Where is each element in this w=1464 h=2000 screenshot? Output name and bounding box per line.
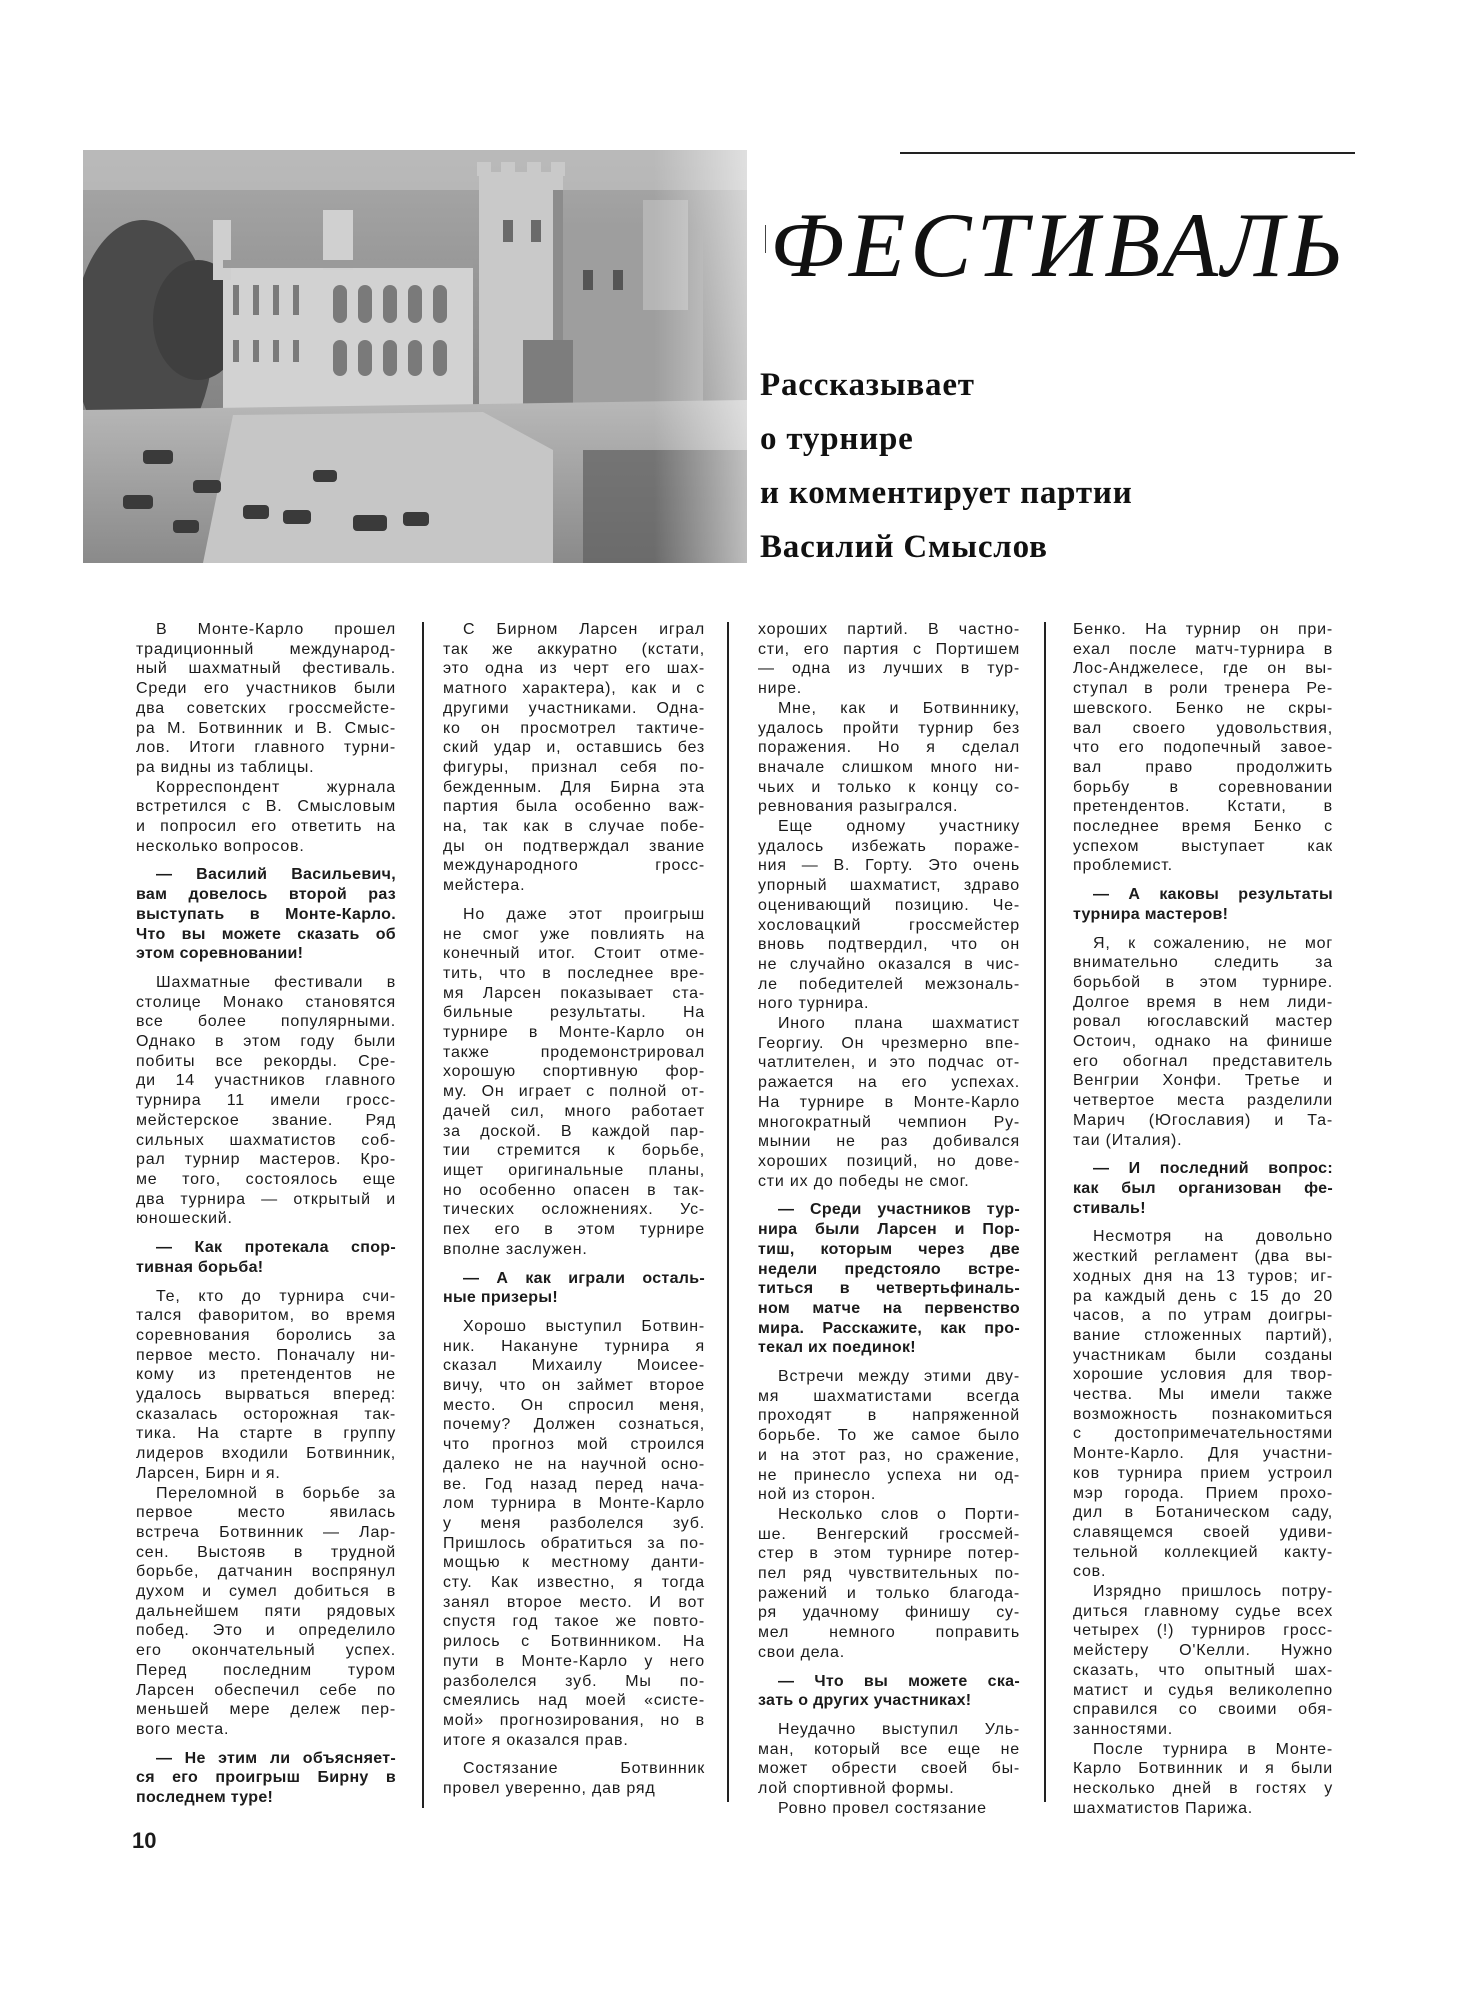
text-line: шевского. Бенко не скры- <box>1073 699 1333 717</box>
title-tick-mark <box>765 225 766 253</box>
interview-question <box>136 865 396 964</box>
text-line: занял второе место. И вот <box>443 1593 705 1611</box>
text-line: мэр города. Прием прохо- <box>1073 1484 1333 1502</box>
photo-image <box>83 150 747 563</box>
text-line: — Среди участников тур- <box>778 1201 1020 1219</box>
text-line: — Как протекала спор- <box>156 1239 396 1257</box>
text-line: партия была особенно важ- <box>443 798 705 816</box>
interview-question <box>758 1672 1020 1711</box>
text-line: С Бирном Ларсен играл <box>463 621 705 638</box>
text-line: — Василий Васильевич, <box>156 866 396 884</box>
paragraph <box>758 1799 1020 1819</box>
text-line: мя Ларсен показывает ста- <box>443 984 705 1002</box>
text-line: Хорошо выступил Ботвин- <box>463 1317 705 1335</box>
text-line: меньшей мере дележ пер- <box>136 1701 396 1719</box>
text-line: Лос-Анджелесе, где он вы- <box>1073 660 1333 678</box>
text-line: Изрядно пришлось потру- <box>1093 1583 1333 1601</box>
text-line: ды он подтверждал звание <box>443 837 705 855</box>
text-line: ский удар и, оставшись без <box>443 739 705 757</box>
text-line: Те, кто до турнира счи- <box>156 1287 396 1305</box>
text-line: бежденным. Для Бирна эта <box>443 778 705 796</box>
paragraph <box>443 620 705 896</box>
text-line: турнира 11 имели гросс- <box>136 1092 396 1110</box>
text-line: почему? Должен сознаться, <box>443 1416 705 1434</box>
text-line: проходят в напряженной <box>758 1407 1020 1425</box>
text-line: ехал после матч-турнира в <box>1073 640 1333 658</box>
text-line: международного гросс- <box>443 857 705 875</box>
text-line: турнира мастеров! <box>1073 905 1229 923</box>
text-column-3 <box>758 620 1020 1818</box>
text-line: свои дела. <box>758 1643 845 1661</box>
text-line: юношеский. <box>136 1210 233 1228</box>
text-line: Остоич, однако на финише <box>1073 1033 1333 1051</box>
text-line: поражения. Но я сделал <box>758 739 1020 757</box>
text-line: ве. Год назад перед нача- <box>443 1475 705 1493</box>
text-line: смеялись над моей «систе- <box>443 1692 705 1710</box>
paragraph <box>443 1759 705 1798</box>
text-line: сказал Михаилу Моисее- <box>443 1357 705 1375</box>
text-line: ном матче на первенство <box>758 1299 1020 1317</box>
text-line: вал своего удовольствия, <box>1073 719 1333 737</box>
subtitle-line: и комментирует партии <box>760 475 1133 511</box>
text-line: титься в четвертьфиналь- <box>758 1280 1020 1298</box>
text-column-2 <box>443 620 705 1799</box>
text-line: другими участниками. Одна- <box>443 699 705 717</box>
subtitle-line: Василий Смыслов <box>760 529 1048 565</box>
text-line: Ларсен обеспечил себе по <box>136 1681 396 1699</box>
text-line: борьбе. То же самое было <box>758 1427 1020 1445</box>
text-line: На турнире в Монте-Карло <box>758 1093 1020 1111</box>
column-rule <box>727 622 729 1802</box>
text-line: конечный итог. Стоит отме- <box>443 945 705 963</box>
text-line: пути в Монте-Карло у него <box>443 1652 705 1670</box>
text-line: мира. Расскажите, как про- <box>758 1319 1020 1337</box>
text-line: сти, его партия с Портишем <box>758 640 1020 658</box>
text-line: ше. Венгерский гроссмей- <box>758 1525 1020 1543</box>
text-line: традиционный международ- <box>136 640 396 658</box>
text-line: вполне заслужен. <box>443 1240 588 1258</box>
text-line: Монте-Карло. Для участни- <box>1073 1445 1333 1463</box>
text-line: Корреспондент журнала <box>156 778 396 796</box>
text-line: Еще одному участнику <box>778 818 1020 836</box>
text-line: этом соревновании! <box>136 945 304 963</box>
paragraph <box>1073 934 1333 1151</box>
monte-carlo-palace-photo <box>83 150 747 563</box>
paragraph <box>758 1367 1020 1505</box>
text-line: многократный чемпион Ру- <box>758 1113 1020 1131</box>
text-line: мой» прогнозирования, но в <box>443 1711 705 1729</box>
paragraph <box>1073 1582 1333 1740</box>
text-line: текал их поединок! <box>758 1339 916 1357</box>
text-line: тика. На старте в группу <box>136 1425 396 1443</box>
text-column-4 <box>1073 620 1333 1818</box>
text-line: борьбу в соревновании <box>1073 778 1333 796</box>
text-line: мынии не раз добивался <box>758 1133 1020 1151</box>
text-line: Но даже этот проигрыш <box>463 905 705 923</box>
text-line: вичу, что он займет второе <box>443 1377 705 1395</box>
text-line: В Монте-Карло прошел <box>156 621 396 638</box>
text-line: ходных дня на 13 туров; иг- <box>1073 1267 1333 1285</box>
text-line: бильные результаты. На <box>443 1004 705 1022</box>
text-line: удалось пройти турнир без <box>758 719 1020 737</box>
text-line: вновь подтвердил, что он <box>758 936 1020 954</box>
text-line: и на этот раз, но сражение, <box>758 1446 1020 1464</box>
text-line: Марич (Югославия) и Та- <box>1073 1111 1333 1129</box>
paragraph <box>136 620 396 778</box>
paragraph <box>443 1317 705 1750</box>
text-line: славящемся своей удиви- <box>1073 1523 1333 1541</box>
header-rule <box>900 152 1355 154</box>
text-line: возможность познакомиться <box>1073 1405 1333 1423</box>
text-line: спустя год такое же повто- <box>443 1613 705 1631</box>
text-line: ман, который все еще не <box>758 1740 1020 1758</box>
text-line: чьих и только к концу со- <box>758 778 1020 796</box>
text-line: таи (Италия). <box>1073 1131 1183 1149</box>
text-line: борьбой в этом турнире. <box>1073 973 1333 991</box>
text-line: сказалась осторожная так- <box>136 1405 396 1423</box>
text-line: последнем туре! <box>136 1789 274 1807</box>
article-subtitle <box>760 358 1133 574</box>
text-line: сов. <box>1073 1563 1107 1581</box>
paragraph <box>136 973 396 1229</box>
column-rule <box>422 622 424 1808</box>
text-line: соревнования боролись за <box>136 1326 396 1344</box>
text-line: Переломной в борьбе за <box>156 1484 396 1502</box>
text-line: разболелся зуб. Мы по- <box>443 1672 705 1690</box>
text-line: Несмотря на довольно <box>1093 1228 1333 1246</box>
text-line: последнее время Бенко с <box>1073 818 1333 836</box>
paragraph <box>136 1484 396 1740</box>
text-line: четырех (!) турниров гросс- <box>1073 1622 1333 1640</box>
text-line: побед. Это и определило <box>136 1622 396 1640</box>
text-line: Георгиу. Он чрезмерно впе- <box>758 1034 1020 1052</box>
text-line: участникам были созданы <box>1073 1346 1333 1364</box>
text-line: что прогноз мой строился <box>443 1436 705 1454</box>
text-line: ков турнира прием устроил <box>1073 1464 1333 1482</box>
text-line: После турнира в Монте- <box>1093 1740 1333 1758</box>
text-line: вание стложенных партий), <box>1073 1326 1333 1344</box>
text-line: ищет оригинальные планы, <box>443 1161 705 1179</box>
text-line: сту. Как известно, я тогда <box>443 1574 705 1592</box>
text-line: справился со своими обя- <box>1073 1701 1333 1719</box>
text-line: все более популярными. <box>136 1013 396 1031</box>
text-line: за доской. В каждой пар- <box>443 1122 705 1140</box>
text-line: Встречи между этими дву- <box>778 1368 1020 1386</box>
text-line: хороших позиций, но дове- <box>758 1152 1020 1170</box>
text-line: дальнейшем пяти рядовых <box>136 1602 396 1620</box>
text-line: ме того, состоялось еще <box>136 1170 396 1188</box>
text-line: тических осложнениях. Ус- <box>443 1201 705 1219</box>
text-line: шахматистов Парижа. <box>1073 1799 1254 1817</box>
article-title: ФЕСТИВАЛЬ <box>770 194 1348 296</box>
text-line: место. Он спросил меня, <box>443 1396 705 1414</box>
text-line: удалось избежать пораже- <box>758 837 1020 855</box>
text-line: упорный шахматист, здраво <box>758 877 1020 895</box>
text-line: несколько дней в гостях у <box>1073 1780 1333 1798</box>
text-line: вал право продолжить <box>1073 758 1333 776</box>
paragraph <box>1073 1740 1333 1819</box>
text-line: ра М. Ботвинник и В. Смыс- <box>136 719 396 737</box>
column-rule <box>1044 622 1046 1802</box>
text-line: как был организован фе- <box>1073 1179 1333 1197</box>
text-line: — А как играли осталь- <box>463 1269 705 1287</box>
text-line: несколько вопросов. <box>136 837 305 855</box>
text-line: сти их до победы не смог. <box>758 1172 970 1190</box>
interview-question <box>1073 885 1333 924</box>
text-line: его окончательный успех. <box>136 1642 396 1660</box>
text-line: пех его в этом турнире <box>443 1221 705 1239</box>
text-line: матист и судья великолепно <box>1073 1681 1333 1699</box>
text-line: Мне, как и Ботвиннику, <box>778 699 1020 717</box>
text-line: первое место явилась <box>136 1504 396 1522</box>
text-line: встреча Ботвинник — Лар- <box>136 1523 396 1541</box>
text-line: вого места. <box>136 1720 230 1738</box>
text-line: фигуры, признал себя по- <box>443 758 705 776</box>
text-line: также продемонстрировал <box>443 1043 705 1061</box>
text-line: Ларсен, Бирн и я. <box>136 1464 281 1482</box>
text-line: побиты все рекорды. Сре- <box>136 1052 396 1070</box>
text-line: ря удачному финишу су- <box>758 1604 1020 1622</box>
text-line: стиваль! <box>1073 1199 1146 1217</box>
text-line: мощью к местному данти- <box>443 1554 705 1572</box>
text-line: нира были Ларсен и Пор- <box>758 1221 1020 1239</box>
text-line: ко он просмотрел тактиче- <box>443 719 705 737</box>
text-line: далеко не на научной осно- <box>443 1455 705 1473</box>
text-line: Иного плана шахматист <box>778 1015 1020 1033</box>
text-line: так же аккуратно (кстати, <box>443 640 705 658</box>
text-line: провел уверенно, дав ряд <box>443 1780 656 1798</box>
text-line: ной из сторон. <box>758 1486 877 1504</box>
text-line: мейстеру О'Келли. Нужно <box>1073 1642 1333 1660</box>
text-line: ния — В. Горту. Это очень <box>758 857 1020 875</box>
text-line: его обогнал представитель <box>1073 1052 1333 1070</box>
text-line: тить, что в последнее вре- <box>443 964 705 982</box>
text-line: Я, к сожалению, не мог <box>1093 934 1333 952</box>
text-line: му. Он играет с полной от- <box>443 1083 705 1101</box>
text-line: не смог уже повлиять на <box>443 925 705 943</box>
text-line: мейстера. <box>443 877 526 895</box>
text-line: лом турнира в Монте-Карло <box>443 1495 705 1513</box>
text-line: тивная борьба! <box>136 1258 264 1276</box>
paragraph <box>1073 620 1333 876</box>
text-line: ровал югославский мастер <box>1073 1013 1333 1031</box>
text-line: столице Монако становятся <box>136 993 396 1011</box>
paragraph <box>758 1014 1020 1191</box>
text-line: ле победителей межзональ- <box>758 975 1020 993</box>
text-line: это одна из черт его шах- <box>443 660 705 678</box>
text-line: ражается на его успехах. <box>758 1074 1020 1092</box>
text-line: Карло Ботвинник и я были <box>1073 1760 1333 1778</box>
text-line: ник. Накануне турнира я <box>443 1337 705 1355</box>
text-line: Пришлось обратиться за по- <box>443 1534 705 1552</box>
text-line: вам довелось второй раз <box>136 886 396 904</box>
text-line: хословацкий гроссмейстер <box>758 916 1020 934</box>
text-line: Долгое время в нем лиди- <box>1073 993 1333 1011</box>
text-line: жесткий регламент (два вы- <box>1073 1248 1333 1266</box>
text-line: что его подопечный завое- <box>1073 739 1333 757</box>
paragraph <box>136 1287 396 1484</box>
text-line: ди 14 участников главного <box>136 1072 396 1090</box>
text-line: лой спортивной формы. <box>758 1780 955 1798</box>
paragraph <box>443 905 705 1260</box>
paragraph <box>758 699 1020 817</box>
subtitle-line: о турнире <box>760 421 914 457</box>
text-line: чества. Мы имели также <box>1073 1386 1333 1404</box>
text-line: с достопримечательностями <box>1073 1425 1333 1443</box>
text-line: лидеров входили Ботвинник, <box>136 1445 396 1463</box>
text-line: тался фаворитом, во время <box>136 1307 396 1325</box>
text-line: хорошие условия для твор- <box>1073 1366 1333 1384</box>
text-line: диться главному судье всех <box>1073 1602 1333 1620</box>
text-line: — И последний вопрос: <box>1093 1160 1333 1178</box>
text-line: — Не этим ли объясняет- <box>156 1749 396 1767</box>
paragraph <box>758 1505 1020 1663</box>
paragraph <box>1073 1227 1333 1582</box>
text-line: — одна из лучших в тур- <box>758 660 1020 678</box>
interview-question <box>136 1749 396 1808</box>
text-line: — А каковы результаты <box>1093 886 1333 904</box>
text-column-1 <box>136 620 396 1808</box>
text-line: и попросил его ответить на <box>136 818 396 836</box>
text-line: занностями. <box>1073 1720 1173 1738</box>
text-line: дачей сил, много работает <box>443 1102 705 1120</box>
text-line: чатлителен, и это подчас от- <box>758 1054 1020 1072</box>
text-line: Однако в этом году были <box>136 1033 396 1051</box>
text-line: Состязание Ботвинник <box>463 1760 705 1778</box>
text-line: пел ряд чувствительных по- <box>758 1565 1020 1583</box>
text-line: оценивающий позицию. Че- <box>758 896 1020 914</box>
text-line: недели предстояло встре- <box>758 1260 1020 1278</box>
text-line: выступать в Монте-Карло. <box>136 905 396 923</box>
text-line: ступал в роли тренера Ре- <box>1073 680 1333 698</box>
text-line: Бенко. На турнир он при- <box>1073 621 1333 638</box>
text-line: — Что вы можете ска- <box>778 1672 1020 1690</box>
text-line: мейстерское звание. Ряд <box>136 1111 396 1129</box>
text-line: сен. Выстояв в трудной <box>136 1543 396 1561</box>
text-line: нире. <box>758 680 803 698</box>
text-line: ные призеры! <box>443 1289 558 1307</box>
text-line: матного характера), как и с <box>443 680 705 698</box>
paragraph <box>758 1720 1020 1799</box>
paragraph <box>758 620 1020 699</box>
text-line: два турнира — открытый и <box>136 1190 396 1208</box>
text-line: но особенно опасен в так- <box>443 1181 705 1199</box>
text-line: духом и сумел добиться в <box>136 1583 396 1601</box>
interview-question <box>1073 1159 1333 1218</box>
text-line: хороших партий. В частно- <box>758 621 1020 638</box>
interview-question <box>443 1269 705 1308</box>
paragraph <box>136 778 396 857</box>
text-line: вначале слишком много ни- <box>758 758 1020 776</box>
text-line: ного турнира. <box>758 995 870 1013</box>
text-line: Несколько слов о Порти- <box>778 1505 1020 1523</box>
text-line: может обрести своей бы- <box>758 1760 1020 1778</box>
text-line: турнире в Монте-Карло он <box>443 1024 705 1042</box>
text-line: первое место. Поначалу ни- <box>136 1346 396 1364</box>
text-line: рилось с Ботвинником. На <box>443 1633 705 1651</box>
text-line: Венгрии Хонфи. Третье и <box>1073 1072 1333 1090</box>
interview-question <box>136 1238 396 1277</box>
text-line: Перед последним туром <box>136 1661 396 1679</box>
text-line: ра видны из таблицы. <box>136 758 315 776</box>
text-line: ся его проигрыш Бирну в <box>136 1769 396 1787</box>
text-line: Неудачно выступил Уль- <box>778 1720 1020 1738</box>
text-line: Шахматные фестивали в <box>156 973 396 991</box>
text-line: ра каждый день с 15 до 20 <box>1073 1287 1333 1305</box>
text-line: у меня разболелся зуб. <box>443 1514 705 1532</box>
text-line: ражений и только благода- <box>758 1584 1020 1602</box>
text-line: Среди его участников были <box>136 680 396 698</box>
text-line: сказать, что опытный шах- <box>1073 1661 1333 1679</box>
text-line: удалось вырваться вперед: <box>136 1386 396 1404</box>
text-line: проблемист. <box>1073 857 1173 875</box>
text-line: ный шахматный фестиваль. <box>136 660 396 678</box>
page-number: 10 <box>132 1828 157 1853</box>
text-line: часов, а по утрам доигры- <box>1073 1307 1333 1325</box>
text-line: тельной коллекцией какту- <box>1073 1543 1333 1561</box>
text-line: сильных шахматистов соб- <box>136 1131 396 1149</box>
text-line: хорошую спортивную фор- <box>443 1063 705 1081</box>
text-line: мя шахматистами всегда <box>758 1387 1020 1405</box>
text-line: Ровно провел состязание <box>778 1799 987 1817</box>
text-line: стер в этом турнире потер- <box>758 1545 1020 1563</box>
text-line: ревнования разыгрался. <box>758 798 959 816</box>
text-line: рал турнир мастеров. Кро- <box>136 1151 396 1169</box>
text-line: борьбе, датчанин воспрянул <box>136 1563 396 1581</box>
subtitle-line: Рассказывает <box>760 367 975 403</box>
text-line: на, так как в случае побе- <box>443 818 705 836</box>
text-line: успехом выступает как <box>1073 837 1333 855</box>
text-line: четвертое места разделили <box>1073 1092 1333 1110</box>
text-line: тиш, которым через две <box>758 1240 1020 1258</box>
text-line: два советских гроссмейсте- <box>136 699 396 717</box>
text-line: не случайно оказался в чис- <box>758 955 1020 973</box>
text-line: внимательно следить за <box>1073 954 1333 972</box>
paragraph <box>758 817 1020 1014</box>
text-line: не принесло успеха ни од- <box>758 1466 1020 1484</box>
text-line: лов. Итоги главного турни- <box>136 739 396 757</box>
text-line: мел немного поправить <box>758 1624 1020 1642</box>
text-line: кому из претендентов не <box>136 1366 396 1384</box>
interview-question <box>758 1200 1020 1358</box>
text-line: претендентов. Кстати, в <box>1073 798 1333 816</box>
text-line: Что вы можете сказать об <box>136 925 396 943</box>
text-line: зать о других участниках! <box>758 1692 972 1710</box>
text-line: итоге я оказался прав. <box>443 1731 629 1749</box>
text-line: встретился с В. Смысловым <box>136 798 396 816</box>
text-line: дил в Ботаническом саду, <box>1073 1504 1333 1522</box>
text-line: тии стремится к борьбе, <box>443 1142 705 1160</box>
